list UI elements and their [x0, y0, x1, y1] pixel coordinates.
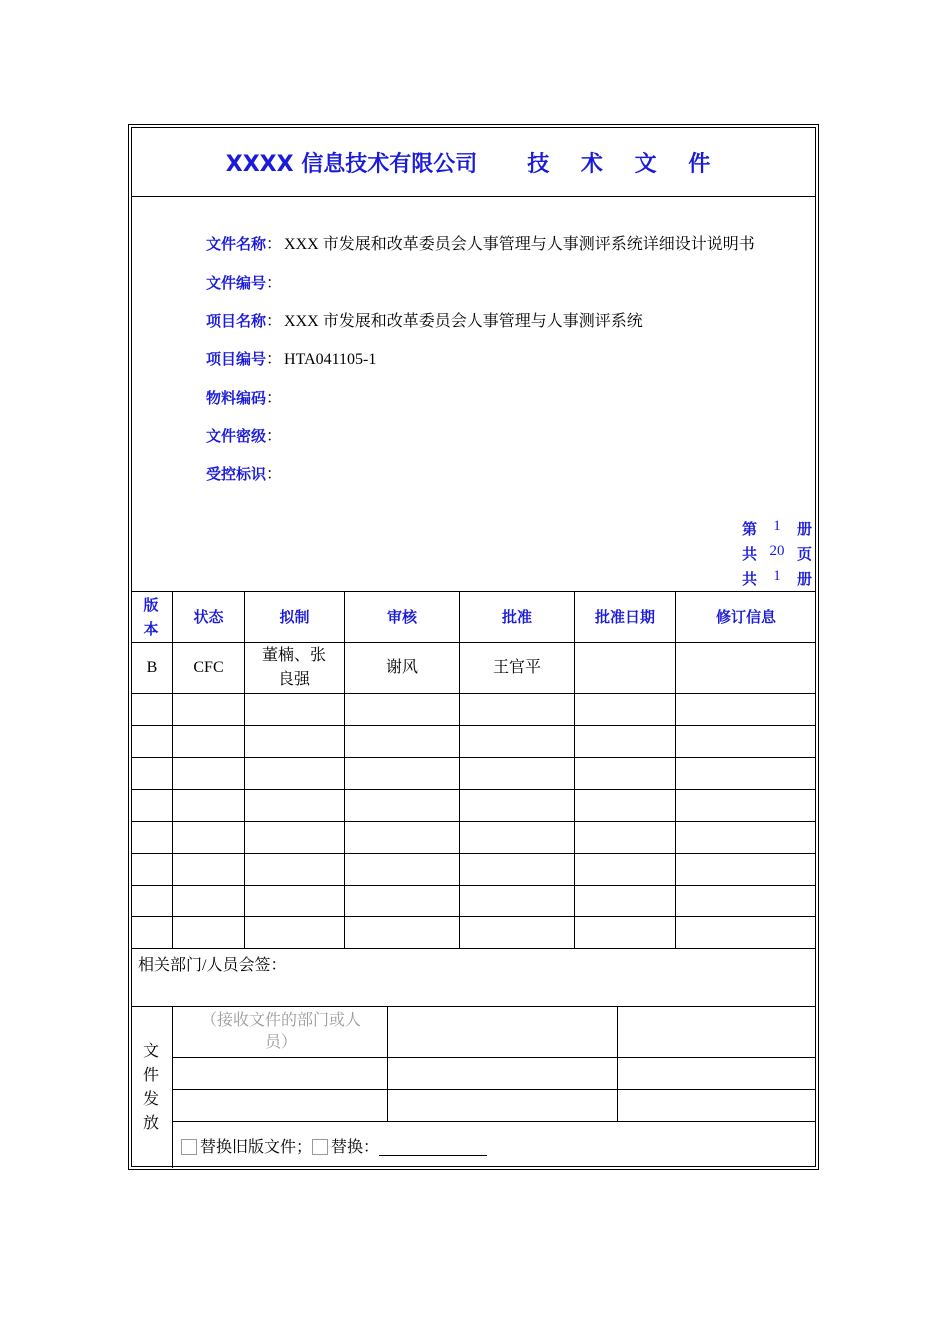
table-line	[244, 591, 245, 948]
info-key: 文件密级	[206, 427, 267, 445]
info-project-number	[206, 346, 376, 369]
info-key: 文件名称	[206, 235, 267, 253]
info-project-name	[206, 308, 643, 331]
replace-line	[181, 1134, 487, 1157]
table-cell: 谢风	[385, 659, 418, 676]
vol-number: 1	[773, 568, 781, 584]
info-control-mark	[206, 461, 284, 484]
distribution-label-char: 件	[142, 1067, 159, 1084]
info-colon: ：	[266, 351, 283, 368]
info-colon: ：	[266, 390, 283, 407]
table-line	[617, 1006, 618, 1121]
info-colon: ：	[266, 275, 283, 292]
vol-prefix: 第	[741, 520, 757, 538]
table-line	[132, 885, 816, 886]
recipient-placeholder[interactable]: （接收文件的部门或人员）	[200, 1012, 361, 1051]
table-line	[132, 853, 816, 854]
volume-total	[742, 568, 812, 589]
info-key: 物料编码	[206, 389, 267, 407]
table-line	[132, 693, 816, 694]
title-row	[132, 128, 816, 196]
info-colon: ：	[266, 313, 283, 330]
table-line	[172, 1057, 816, 1058]
volume-current	[742, 518, 812, 539]
table-cell	[676, 643, 816, 693]
header-version: 版本	[143, 596, 159, 638]
info-file-name	[206, 231, 755, 254]
info-security-level	[206, 423, 284, 446]
header-drafted: 拟制	[279, 608, 310, 626]
info-file-number	[206, 270, 284, 293]
replace-old-label: 替换旧版文件；	[200, 1139, 313, 1156]
header-status: 状态	[193, 608, 224, 626]
vol-suffix: 页	[796, 545, 812, 563]
signoff-label: 相关部门/人员会签：	[138, 957, 287, 974]
info-colon: ：	[266, 428, 283, 445]
table-line	[172, 1089, 816, 1090]
table-cell: B	[146, 659, 158, 676]
info-value: XXX 市发展和改革委员会人事管理与人事测评系统	[284, 313, 643, 330]
company-name: XXXX 信息技术有限公司	[225, 151, 478, 177]
table-cell	[575, 643, 675, 693]
document-kind: 技 术 文 件	[527, 151, 723, 177]
info-value: HTA041105-1	[284, 351, 377, 368]
vol-suffix: 册	[796, 570, 812, 588]
info-colon: ：	[266, 236, 283, 253]
table-cell: 董楠、张良强	[261, 647, 326, 688]
info-key: 项目编号	[206, 350, 267, 368]
info-material-code	[206, 385, 284, 408]
info-key: 文件编号	[206, 274, 267, 292]
vol-prefix: 共	[741, 570, 757, 588]
divider	[132, 1006, 816, 1007]
page-total	[742, 543, 812, 564]
table-line	[132, 916, 816, 917]
header-approval-date: 批准日期	[594, 608, 655, 626]
replace-old-checkbox[interactable]	[181, 1139, 197, 1155]
info-colon: ：	[266, 466, 283, 483]
vol-suffix: 册	[796, 520, 812, 538]
table-line	[132, 821, 816, 822]
table-line	[172, 1121, 816, 1122]
table-line	[132, 948, 816, 949]
table-line	[387, 1006, 388, 1121]
distribution-label-char: 发	[142, 1091, 159, 1108]
vol-prefix: 共	[741, 545, 757, 563]
table-line	[172, 1006, 173, 1168]
header-approved: 批准	[501, 608, 532, 626]
info-value: XXX 市发展和改革委员会人事管理与人事测评系统详细设计说明书	[284, 236, 755, 253]
header-reviewed: 审核	[386, 608, 417, 626]
divider	[132, 196, 816, 197]
table-cell: CFC	[193, 659, 224, 676]
replace-label: 替换：	[331, 1139, 380, 1156]
distribution-label	[132, 1040, 170, 1136]
info-key: 项目名称	[206, 312, 267, 330]
table-line	[132, 789, 816, 790]
replace-blank-field[interactable]	[379, 1139, 487, 1156]
table-line	[132, 725, 816, 726]
distribution-label-char: 放	[142, 1115, 159, 1132]
info-key: 受控标识	[206, 465, 267, 483]
header-revision-info: 修订信息	[715, 608, 776, 626]
vol-number: 20	[769, 543, 785, 559]
table-line	[132, 757, 816, 758]
table-cell: 王官平	[492, 659, 541, 676]
vol-number: 1	[773, 518, 781, 534]
replace-checkbox[interactable]	[312, 1139, 328, 1155]
distribution-label-char: 文	[142, 1043, 159, 1060]
